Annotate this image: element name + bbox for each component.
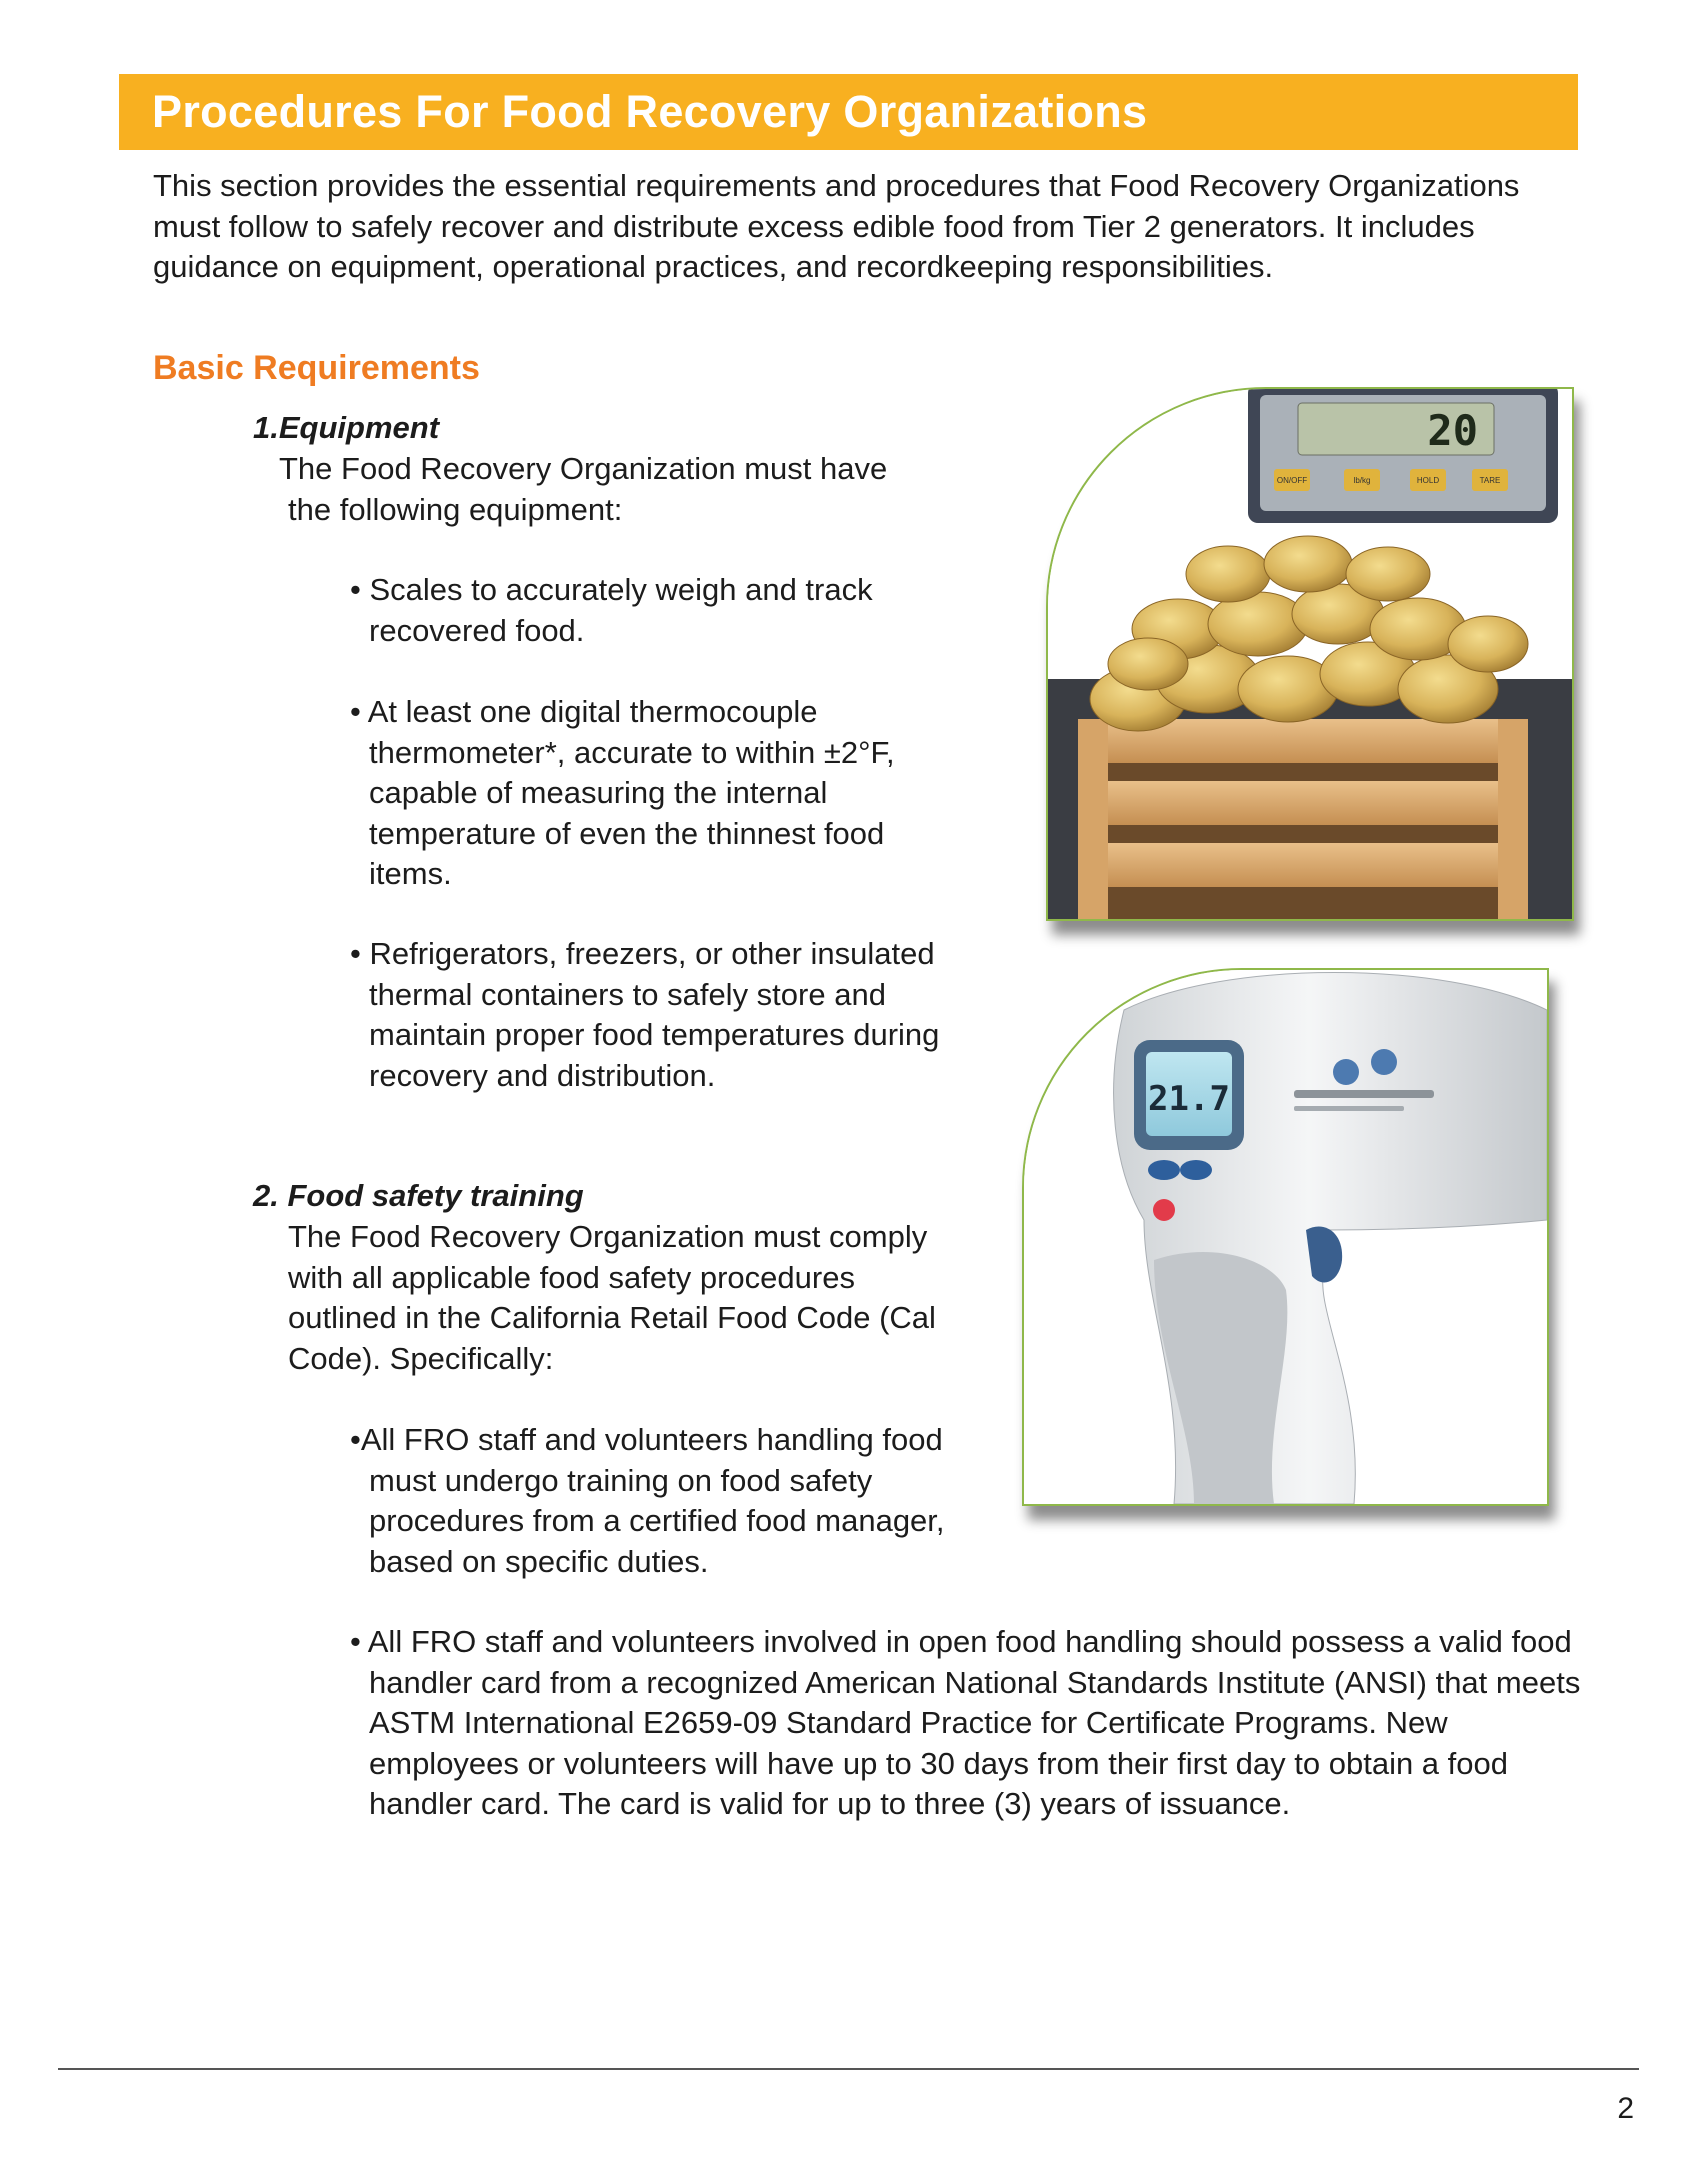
scale-illustration <box>1048 389 1572 919</box>
scale-button-lb-kg: lb/kg <box>1353 476 1371 485</box>
footer-rule <box>58 2068 1639 2070</box>
intro-paragraph: This section provides the essential requirements and procedures that Food Recovery Organizations must follow to safely recover and distribute excess edible food from Tier 2 generators. It includes guidance on equipment, operational practices, and recordkeeping responsibilities. <box>153 168 1520 284</box>
thermometer-photo <box>1022 968 1549 1506</box>
page-title: Procedures For Food Recovery Organizations <box>152 86 1148 137</box>
title-banner <box>119 74 1578 150</box>
thermometer-illustration <box>1024 970 1547 1504</box>
training-lead-paragraph: The Food Recovery Organization must comply with all applicable food safety procedures outlined in the California Retail Food Code (Cal Code). Specifically: <box>288 1219 936 1376</box>
equipment-item-refrigeration: • Refrigerators, freezers, or other insulated thermal containers to safely store and maintain proper food temperatures during recovery and distribution. <box>350 936 940 1093</box>
training-item-certified-training: •All FRO staff and volunteers handling food must undergo training on food safety procedures from a certified food manager, based on specific duties. <box>350 1422 945 1579</box>
scale-display-reading: 20 <box>1427 406 1478 455</box>
subheading-food-safety-training: 2. Food safety training <box>253 1178 584 1213</box>
equipment-lead-line-2: the following equipment: <box>288 492 623 527</box>
scale-photo <box>1046 387 1574 921</box>
scale-button-tare: TARE <box>1479 476 1501 485</box>
scale-button-hold: HOLD <box>1416 476 1440 485</box>
scale-button-on-off: ON/OFF <box>1276 476 1308 485</box>
section-heading-basic-requirements: Basic Requirements <box>153 349 480 387</box>
subheading-equipment: 1.Equipment <box>253 410 440 445</box>
equipment-lead-line-1: The Food Recovery Organization must have <box>279 451 888 486</box>
equipment-item-scales: • Scales to accurately weigh and track recovered food. <box>350 572 873 648</box>
equipment-item-thermometer: • At least one digital thermocouple thermometer*, accurate to within ±2°F, capable of measuring the internal temperature of even the thinnest food items. <box>350 694 895 891</box>
page-number: 2 <box>1617 2092 1634 2125</box>
training-item-food-handler-card: • All FRO staff and volunteers involved in open food handling should possess a valid food handler card from a recognized American National Standards Institute (ANSI) that meets ASTM International E2659-09 Standard Practice for Certificate Programs. New employees or volunteers will have up to 30 days from their first day to obtain a food handler card. The card is valid for up to three (3) years of issuance. <box>350 1624 1581 1821</box>
thermometer-display-reading: 21.7 <box>1148 1079 1230 1119</box>
